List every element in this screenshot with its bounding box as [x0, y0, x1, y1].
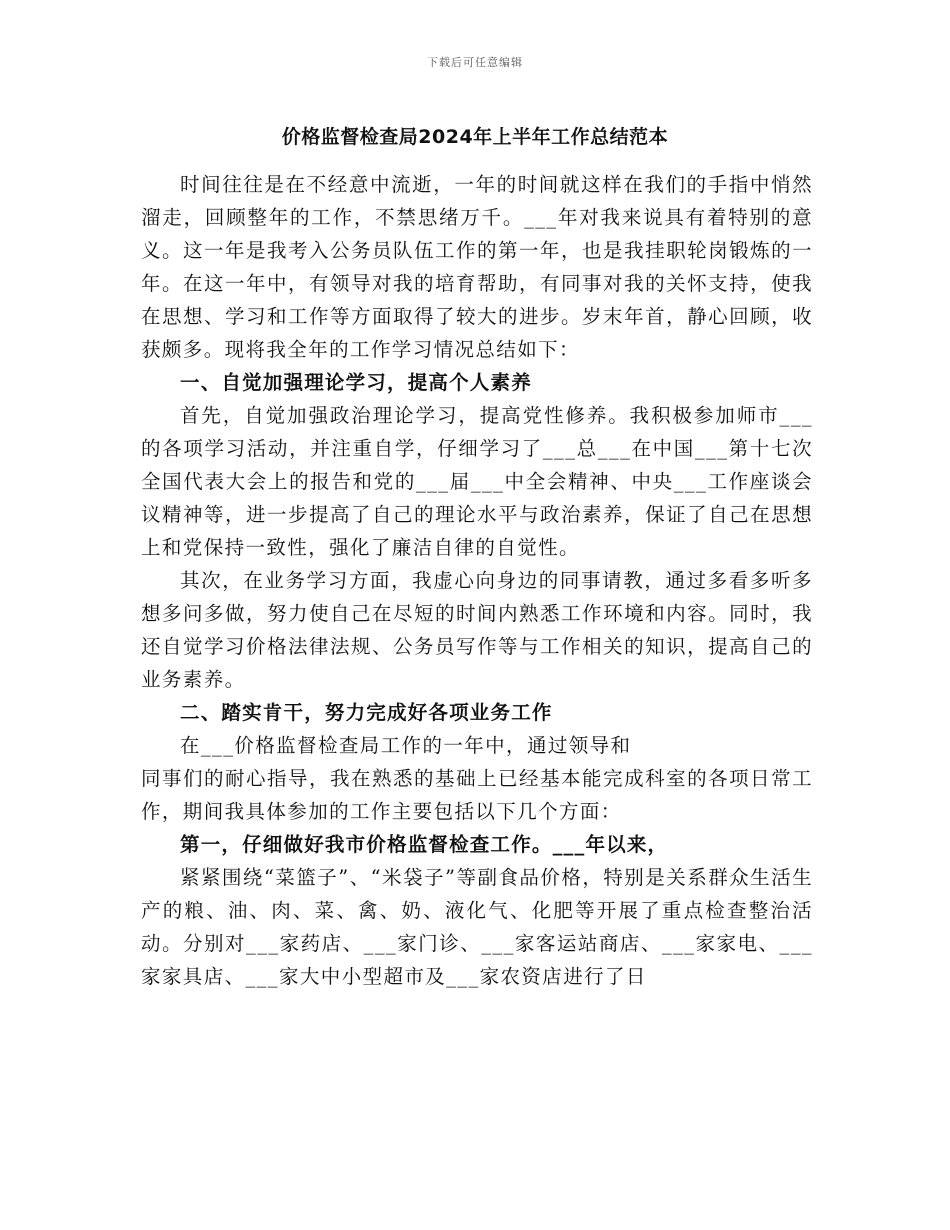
document-title: 价格监督检查局2024年上半年工作总结范本: [281, 126, 669, 148]
body-paragraph: 首先，自觉加强政治理论学习，提高党性修养。我积极参加师市___的各项学习活动，并注重自学，仔细学习了___总___在中国___第十七次全国代表大会上的报告和党的___届___中全会精神、中央___工作座谈会议精神等，进一步提高了自己的理论水平与政治素养，保证了自己在思想上和党保持一致性，强化了廉洁自律的自觉性。: [141, 404, 813, 559]
subsection-heading: 第一，仔细做好我市价格监督检查工作。___年以来，: [180, 833, 669, 856]
intro-paragraph: 时间往往是在不经意中流逝，一年的时间就这样在我们的手指中悄然溜走，回顾整年的工作，不禁思绪万千。___年对我来说具有着特别的意义。这一年是我考入公务员队伍工作的第一年，也是我挂职轮岗锻炼的一年。在这一年中，有领导对我的培育帮助，有同事对我的关怀支持，使我在思想、学习和工作等方面取得了较大的进步。岁末年首，静心回顾，收获颇多。现将我全年的工作学习情况总结如下：: [141, 173, 813, 361]
body-paragraph: 同事们的耐心指导，我在熟悉的基础上已经基本能完成科室的各项日常工作，期间我具体参加的工作主要包括以下几个方面：: [141, 767, 813, 823]
body-paragraph: 其次，在业务学习方面，我虚心向身边的同事请教，通过多看多听多想多问多做，努力使自己在尽短的时间内熟悉工作环境和内容。同时，我还自觉学习价格法律法规、公务员写作等与工作相关的知识，提高自己的业务素养。: [141, 569, 813, 691]
section-heading-1: 一、自觉加强理论学习，提高个人素养: [180, 371, 532, 394]
body-paragraph: 紧紧围绕“菜篮子”、“米袋子”等副食品价格，特别是关系群众生活生产的粮、油、肉、菜、禽、奶、液化气、化肥等开展了重点检查整治活动。分别对___家药店、___家门诊、___家客运站商店、___家家电、___家家具店、___家大中小型超市及___家农资店进行了日: [141, 866, 813, 988]
download-note: 下载后可任意编辑: [427, 56, 523, 69]
document-body: [141, 168, 813, 993]
body-paragraph: 在___价格监督检查局工作的一年中，通过领导和: [180, 734, 632, 757]
section-heading-2: 二、踏实肯干，努力完成好各项业务工作: [180, 701, 553, 724]
